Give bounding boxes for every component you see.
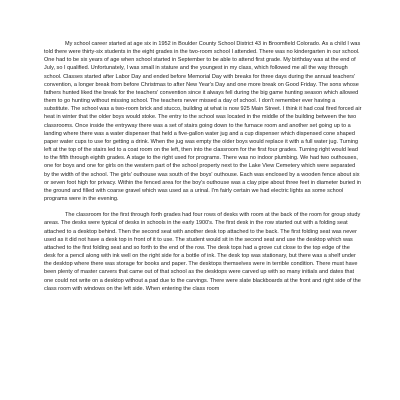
paragraph-classroom: The classroom for the first through forth grades had four rows of desks with room at the back of the room for group study areas. The desks were typical of desks in schools in the early 1900's. The first desk in the row started out with a folding seat attached to a desktop behind. Then the second seat with another desk top attached to the back. The first folding seat was never used as it did not have a desk top in front of it to use. The student would sit in the second seat and use the desktop which was attached to the first folding seat and so forth to the end of the row. The desk tops had a grove cut close to the top edge of the desk for a pencil along with ink well on the right side for a bottle of ink. The desk top was stationary, but there was a shelf under the desktop where there was storage for books and paper. The desktops themselves were in terrible condition. There must have been plenty of master carvers that came out of that school as the desktops were carved up with so many initials and dates that one could not write on a desktop without a pad due to the carvings. There were slate blackboards at the front and right side of the class room with windows on the left side. When entering the class room bbox=[44, 212, 361, 292]
document-body bbox=[44, 40, 362, 293]
paragraph-school-building: My school career started at age six in 1952 in Boulder County School District 43 in Broomfield Colorado. As a child I was told there were thirty-six students in the eight grades in the two-room school I attended. There was no kindergarten in our school. One had to be six years of age when school started in September to be able to attend first grade. My birthday was at the end of July, so I qualified. Unfortunately, I was small in stature and the youngest in my class, which followed me all the way through school. Classes started after Labor Day and ended before Memorial Day with breaks for three days during the annual teachers' convention, a longer break from before Christmas to after New Year's Day and one more break on Good Friday. The sons whose fathers hunted liked the break for the teachers' convention since it always fell during the big game hunting season which allowed them to go hunting without missing school. The teachers never missed a day of school. I don't remember ever having a substitute. The school was a two-room brick and stucco, building at what is now 925 Main Street. I think it had coal fired forced air heat in winter that the older boys would stoke. The entry to the school was located in the middle of the building between the two classrooms. Once inside the entryway there was a set of stairs going down to the furnace room and another set going up to a landing where there was a water dispenser that held a five-gallon water jug and a cup dispenser which dispensed cone shaped paper water cups to use for getting a drink. When the jug was empty the older boys would replace it with a full water jug. Turning left at the top of the stairs led to a coat room on the left, then into the classroom for the first four grades. Turning right would lead to the fifth through eighth grades. A stage to the right used for programs. There was no indoor plumbing. We had two outhouses, one for boys and one for girls on the western part of the school property next to the Lake View Cemetery which were separated by the width of the school. The girls' outhouse was south of the boys' outhouse. Each was enclosed by a wooden fence about six or seven foot high for privacy. Within the fenced area for the boy's outhouse was a clay pipe about three feet in diameter buried in the ground and filled with coarse gravel which was used as a urinal. I'm fairly certain we had electric lights as some school programs were in the evening. bbox=[44, 41, 362, 202]
